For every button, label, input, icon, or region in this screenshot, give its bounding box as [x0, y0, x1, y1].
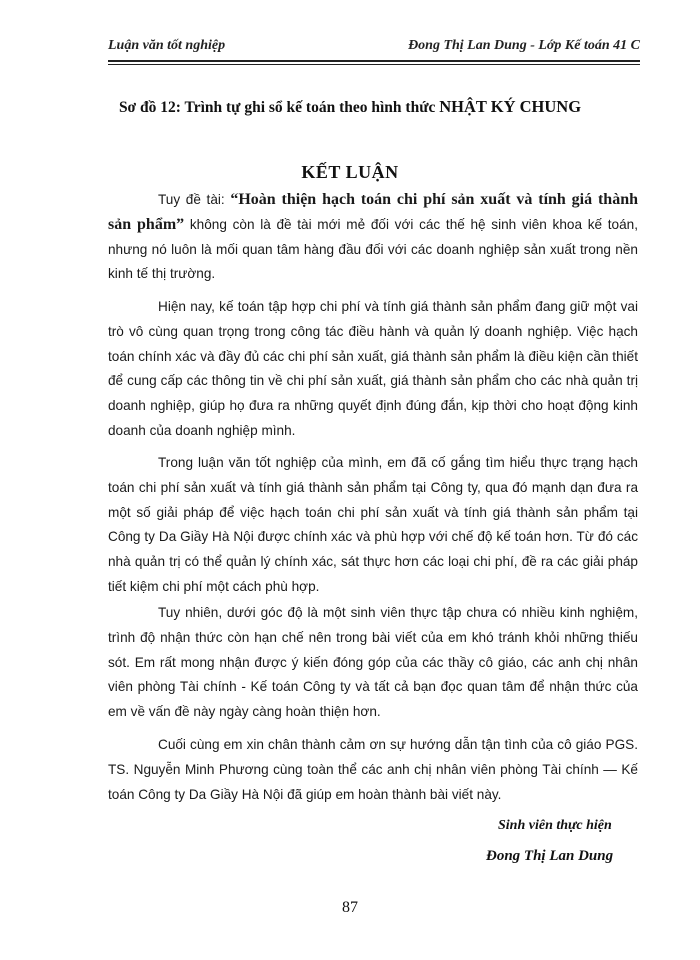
paragraph-1-lead: Tuy đề tài:: [158, 192, 231, 207]
header-rule-thin: [108, 64, 640, 65]
paragraph-1-rest: không còn là đề tài mới mẻ đối với các thế hệ sinh viên khoa kế toán, nhưng nó luôn là mối quan tâm hàng đầu đối với các doanh nghiệp sản xuất trong nền kinh tế thị trường.: [108, 216, 638, 282]
paragraph-2-text: Hiện nay, kế toán tập hợp chi phí và tính giá thành sản phẩm đang giữ một vai trò vô cùng quan trọng trong công tác điều hành và quản lý doanh nghiệp. Việc hạch toán chính xác và đầy đủ các chi phí sản xuất, giá thành sản phẩm là điều kiện cần thiết để cung cấp các thông tin về chi phí sản xuất, giá thành sản phẩm cho các nhà quản trị doanh nghiệp, giúp họ đưa ra những quyết định đúng đắn, kịp thời cho hoạt động kinh doanh của doanh nghiệp mình.: [108, 299, 638, 438]
header-right-author: Đong Thị Lan Dung - Lớp Kế toán 41 C: [408, 38, 640, 53]
thesis-topic: “Hoàn thiện hạch toán chi phí sản xuất và tính giá thành sản phẩm”: [108, 191, 638, 233]
page-number: 87: [342, 899, 358, 916]
diagram-caption-emphasis: NHẬT KÝ CHUNG: [439, 97, 582, 116]
paragraph-1: [108, 188, 638, 287]
paragraph-3: [108, 451, 638, 600]
header-rule: [108, 60, 640, 62]
signature-label: Sinh viên thực hiện: [498, 818, 612, 833]
paragraph-2: [108, 295, 638, 444]
paragraph-5: [108, 733, 638, 807]
signature-name: Đong Thị Lan Dung: [486, 848, 614, 864]
paragraph-4-text: Tuy nhiên, dưới góc độ là một sinh viên thực tập chưa có nhiều kinh nghiệm, trình độ nhận thức còn hạn chế nên trong bài viết của em khó tránh khỏi những thiếu sót. Em rất mong nhận được ý kiến đóng góp của các thầy cô giáo, các anh chị nhân viên phòng Tài chính - Kế toán Công ty và tất cả bạn đọc quan tâm để nhận thức của em về vấn đề này ngày càng hoàn thiện hơn.: [108, 605, 638, 720]
header-left-title: Luận văn tốt nghiệp: [108, 38, 226, 53]
diagram-caption-prefix: Sơ đồ 12: Trình tự ghi sổ kế toán theo hình thức: [118, 99, 440, 116]
running-header: [108, 38, 640, 54]
paragraph-5-text: Cuối cùng em xin chân thành cảm ơn sự hướng dẫn tận tình của cô giáo PGS. TS. Nguyễn Minh Phương cùng toàn thể các anh chị nhân viên phòng Tài chính — Kế toán Công ty Da Giầy Hà Nội đã giúp em hoàn thành bài viết này.: [108, 737, 638, 802]
paragraph-4: [108, 601, 638, 725]
section-title: KẾT LUẬN: [301, 162, 399, 182]
diagram-caption: [0, 97, 700, 117]
paragraph-3-text: Trong luận văn tốt nghiệp của mình, em đã cố gắng tìm hiểu thực trạng hạch toán chi phí sản xuất và tính giá thành sản phẩm tại Công ty, qua đó mạnh dạn đưa ra một số giải pháp để việc hạch toán chi phí sản xuất và tính giá thành sản phẩm tại Công ty Da Giầy Hà Nội được chính xác và phù hợp với chế độ kế toán hơn. Từ đó các nhà quản trị có thể quản lý chính xác, sát thực hơn các loại chi phí, đề ra các giải pháp tiết kiệm chi phí một cách phù hợp.: [108, 455, 638, 594]
